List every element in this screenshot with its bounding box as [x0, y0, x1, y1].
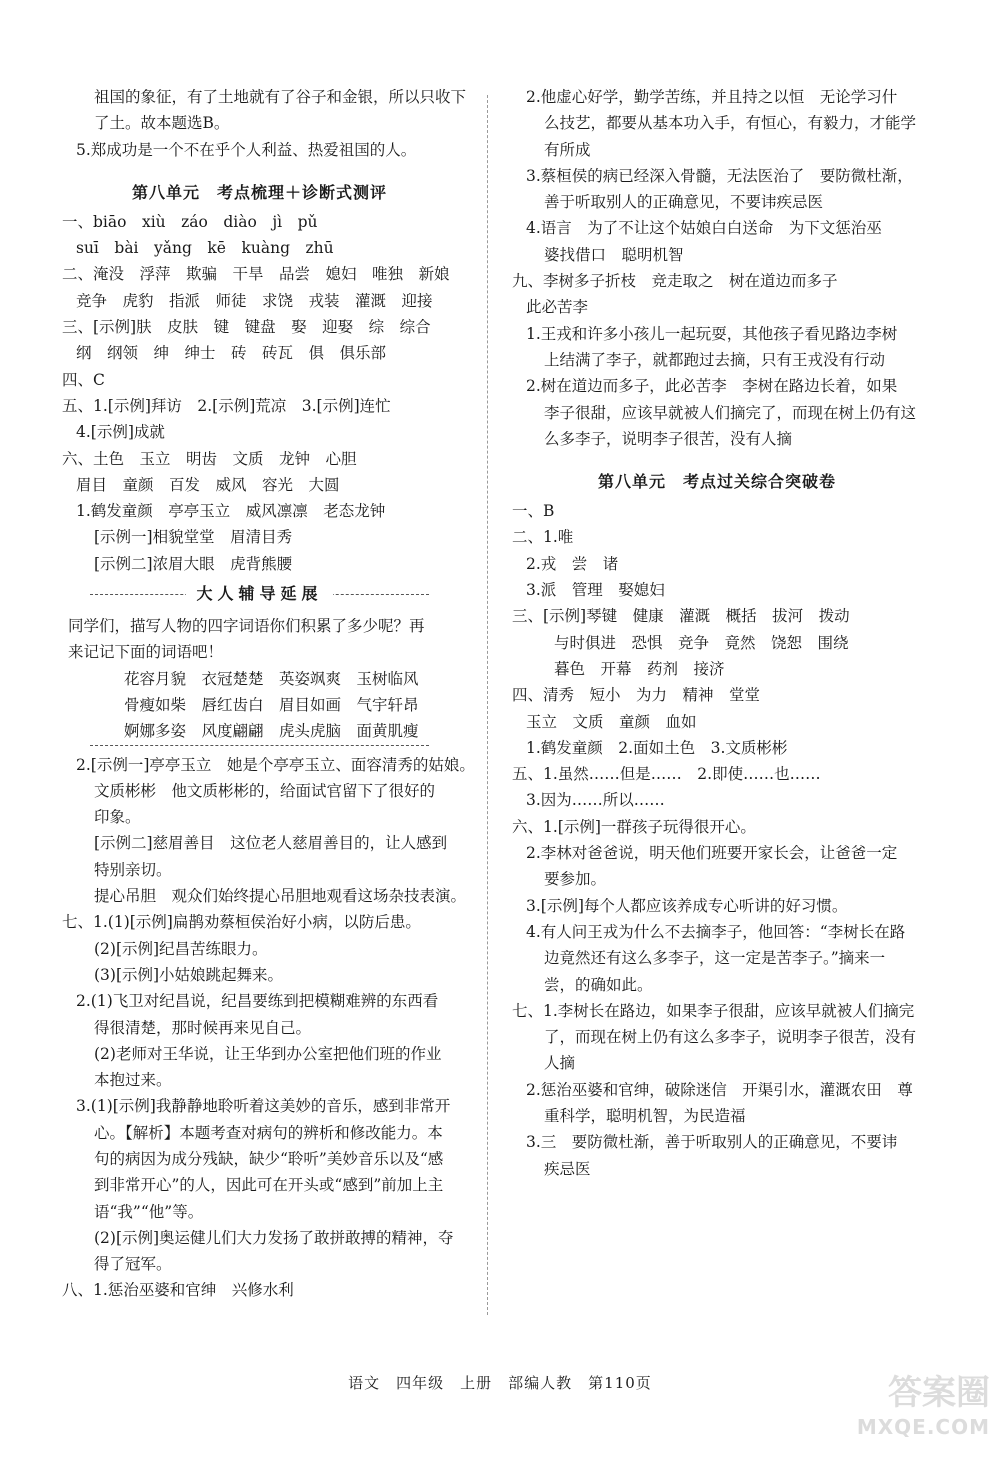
answer-line: 到非常开心”的人，因此可在开头或“感到”前加上主	[94, 1176, 444, 1195]
answer-line: 纲 纲领 绅 绅士 砖 砖瓦 俱 俱乐部	[76, 344, 387, 363]
right-column	[512, 84, 922, 1182]
answer-line: 1.鹤发童颜 2.面如土色 3.文质彬彬	[526, 738, 788, 757]
left-column	[62, 84, 475, 1304]
answer-line: 眉目 童颜 百发 威风 容光 大圆	[76, 475, 340, 494]
watermark-logo	[820, 1372, 990, 1452]
answer-line: 1.鹤发童颜 亭亭玉立 威风凛凛 老态龙钟	[76, 502, 386, 521]
answer-line: 语“我”“他”等。	[94, 1202, 204, 1221]
answer-line: 骨瘦如柴 唇红齿白 眉目如画 气宇轩昂	[124, 695, 419, 714]
answer-line: 五、1.虽然……但是…… 2.即使……也……	[512, 765, 821, 784]
answer-line: 同学们，描写人物的四字词语你们积累了多少呢？再	[68, 617, 425, 636]
answer-line: 3.因为……所以……	[526, 791, 665, 810]
answer-line: [示例一]相貌堂堂 眉清目秀	[94, 528, 293, 547]
answer-line: (2)[示例]奥运健儿们大力发扬了敢拼敢搏的精神，夺	[94, 1228, 454, 1247]
answer-line: 六、土色 玉立 明齿 文质 龙钟 心胆	[62, 449, 357, 468]
answer-line: 玉立 文质 童颜 血如	[526, 712, 697, 731]
answer-line: 九、李树多子折枝 竞走取之 树在道边而多子	[512, 272, 838, 291]
answer-line: 么多李子，说明李子很苦，没有人摘	[544, 429, 793, 448]
answer-line: 三、[示例]琴键 健康 灌溉 概括 拔河 拨动	[512, 607, 850, 626]
answer-line: 特别亲切。	[94, 860, 172, 879]
answer-line: 善于听取别人的正确意见，不要讳疾忌医	[544, 193, 824, 212]
answer-line: 边竟然还有这么多李子，这一定是苦李子。”摘来一	[544, 949, 886, 968]
answer-line: 七、1.李树长在路边，如果李子很甜，应该早就被人们摘完	[512, 1001, 915, 1020]
watermark-text: 答案圈	[888, 1373, 990, 1413]
answer-line: 六、1.[示例]一群孩子玩得很开心。	[512, 817, 756, 836]
answer-line: 有所成	[544, 140, 591, 159]
answer-line: 七、1.(1)[示例]扁鹊劝蔡桓侯治好小病，以防后患。	[62, 913, 421, 932]
answer-line: 3.[示例]每个人都应该养成专心听讲的好习惯。	[526, 896, 848, 915]
answer-line: 1.王戎和许多小孩儿一起玩耍，其他孩子看见路边李树	[526, 324, 898, 343]
answer-line: 花容月貌 衣冠楚楚 英姿飒爽 玉树临风	[124, 669, 419, 688]
answer-line: 句的病因为成分残缺，缺少“聆听”美妙音乐以及“感	[94, 1149, 444, 1168]
answer-line: 2.[示例一]亭亭玉立 她是个亭亭玉立、面容清秀的姑娘。	[76, 755, 475, 774]
answer-line: 一、B	[512, 502, 555, 521]
answer-line: 上结满了李子，就都跑过去摘，只有王戎没有行动	[544, 350, 886, 369]
answer-line: 一、biāo xiù záo diào jì pǔ	[62, 212, 318, 231]
answer-line: 4.有人问王戎为什么不去摘李子，他回答：“李树长在路	[526, 922, 906, 941]
spacer	[512, 452, 922, 466]
answer-line: 2.树在道边而多子，此必苦李 李树在路边长着，如果	[526, 377, 898, 396]
answer-line: 文质彬彬 他文质彬彬的，给面试官留下了很好的	[94, 781, 436, 800]
answer-line: 得很清楚，那时候再来见自己。	[94, 1018, 312, 1037]
answer-line: 了土。故本题选B。	[94, 114, 230, 133]
page-footer: 语文 四年级 上册 部编人教 第110页	[348, 1374, 652, 1392]
answer-line: 婀娜多姿 风度翩翩 虎头虎脑 面黄肌瘦	[124, 722, 419, 741]
answer-line: 二、1.唯	[512, 528, 574, 547]
adult-guidance-header	[62, 579, 457, 609]
answer-line: 疾忌医	[544, 1159, 591, 1178]
answer-line: 2.李林对爸爸说，明天他们班要开家长会，让爸爸一定	[526, 844, 898, 863]
answer-line: 三、[示例]肤 皮肤 键 键盘 娶 迎娶 综 综合	[62, 318, 431, 337]
answer-line: [示例二]浓眉大眼 虎背熊腰	[94, 554, 293, 573]
answer-line: 四、C	[62, 370, 105, 389]
answer-line: 四、清秀 短小 为力 精神 堂堂	[512, 686, 761, 705]
answer-line: 了，而现在树上仍有这么多李子，说明李子很苦，没有	[544, 1028, 917, 1047]
answer-line: (2)老师对王华说，让王华到办公室把他们班的作业	[94, 1044, 442, 1063]
adult-guidance-bottom-rule	[90, 745, 429, 746]
answer-line: 本抱过来。	[94, 1071, 172, 1090]
answer-line: 李子很甜，应该早就被人们摘完了，而现在树上仍有这	[544, 403, 917, 422]
watermark-url: MXQE.COM	[856, 1415, 990, 1439]
answer-line: 2.他虚心好学，勤学苦练，并且持之以恒 无论学习什	[526, 88, 898, 106]
answer-line: 八、1.惩治巫婆和官绅 兴修水利	[62, 1281, 294, 1300]
answer-line: 婆找借口 聪明机智	[544, 245, 684, 264]
answer-line: 提心吊胆 观众们始终提心吊胆地观看这场杂技表演。	[94, 887, 467, 906]
answer-line: suī bài yǎng kē kuàng zhū	[76, 239, 334, 258]
answer-line: 得了冠军。	[94, 1255, 172, 1274]
answer-line: 此必苦李	[526, 298, 589, 317]
section-title: 第八单元 考点过关综合突破卷	[597, 472, 836, 492]
answer-line: (3)[示例]小姑娘跳起舞来。	[94, 965, 284, 984]
answer-line: 2.戎 尝 诸	[526, 554, 619, 573]
answer-line: 人摘	[544, 1054, 576, 1073]
spacer	[62, 163, 457, 177]
column-divider	[487, 95, 488, 1315]
answer-line: 2.惩治巫婆和官绅，破除迷信 开渠引水，灌溉农田 尊	[526, 1080, 913, 1099]
answer-line: 么技艺，都要从基本功入手，有恒心，有毅力，才能学	[544, 114, 917, 133]
answer-line: 祖国的象征，有了土地就有了谷子和金银，所以只收下	[94, 88, 467, 106]
answer-line: 竞争 虎豹 指派 师徒 求饶 戎装 灌溉 迎接	[76, 291, 433, 310]
answer-line: 3.三 要防微杜渐，善于听取别人的正确意见，不要讳	[526, 1133, 898, 1152]
answer-line: 重科学，聪明机智，为民造福	[544, 1106, 746, 1125]
answer-line: 4.语言 为了不让这个姑娘白白送命 为下文惩治巫	[526, 219, 882, 238]
answer-line: 3.派 管理 娶媳妇	[526, 581, 665, 600]
answer-line: 4.[示例]成就	[76, 423, 165, 442]
answer-line: 五、1.[示例]拜访 2.[示例]荒凉 3.[示例]连忙	[62, 396, 391, 415]
answer-line: 2.(1)飞卫对纪昌说，纪昌要练到把模糊难辨的东西看	[76, 992, 439, 1011]
answer-line: 心。【解析】本题考查对病句的辨析和修改能力。本	[94, 1123, 443, 1142]
answer-line: 与时俱进 恐惧 竞争 竟然 饶恕 围绕	[554, 633, 849, 652]
answer-line: 暮色 开幕 药剂 接济	[554, 659, 725, 678]
answer-line: 3.蔡桓侯的病已经深入骨髓，无法医治了 要防微杜渐，	[526, 166, 913, 185]
section-title: 第八单元 考点梳理＋诊断式测评	[131, 182, 387, 202]
answer-line: [示例二]慈眉善目 这位老人慈眉善目的，让人感到	[94, 834, 448, 853]
answer-line: 来记记下面的词语吧！	[68, 643, 224, 662]
answer-line: 3.(1)[示例]我静静地聆听着这美妙的音乐，感到非常开	[76, 1097, 451, 1116]
answer-line: 尝，的确如此。	[544, 975, 653, 994]
answer-line: 印象。	[94, 808, 141, 827]
adult-guidance-title: 大人辅导延展	[186, 584, 332, 603]
answer-line: 二、淹没 浮萍 欺骗 干旱 品尝 媳妇 唯独 新娘	[62, 265, 450, 284]
answer-line: 5.郑成功是一个不在乎个人利益、热爱祖国的人。	[76, 140, 417, 159]
answer-line: (2)[示例]纪昌苦练眼力。	[94, 939, 268, 958]
answer-line: 要参加。	[544, 870, 607, 889]
